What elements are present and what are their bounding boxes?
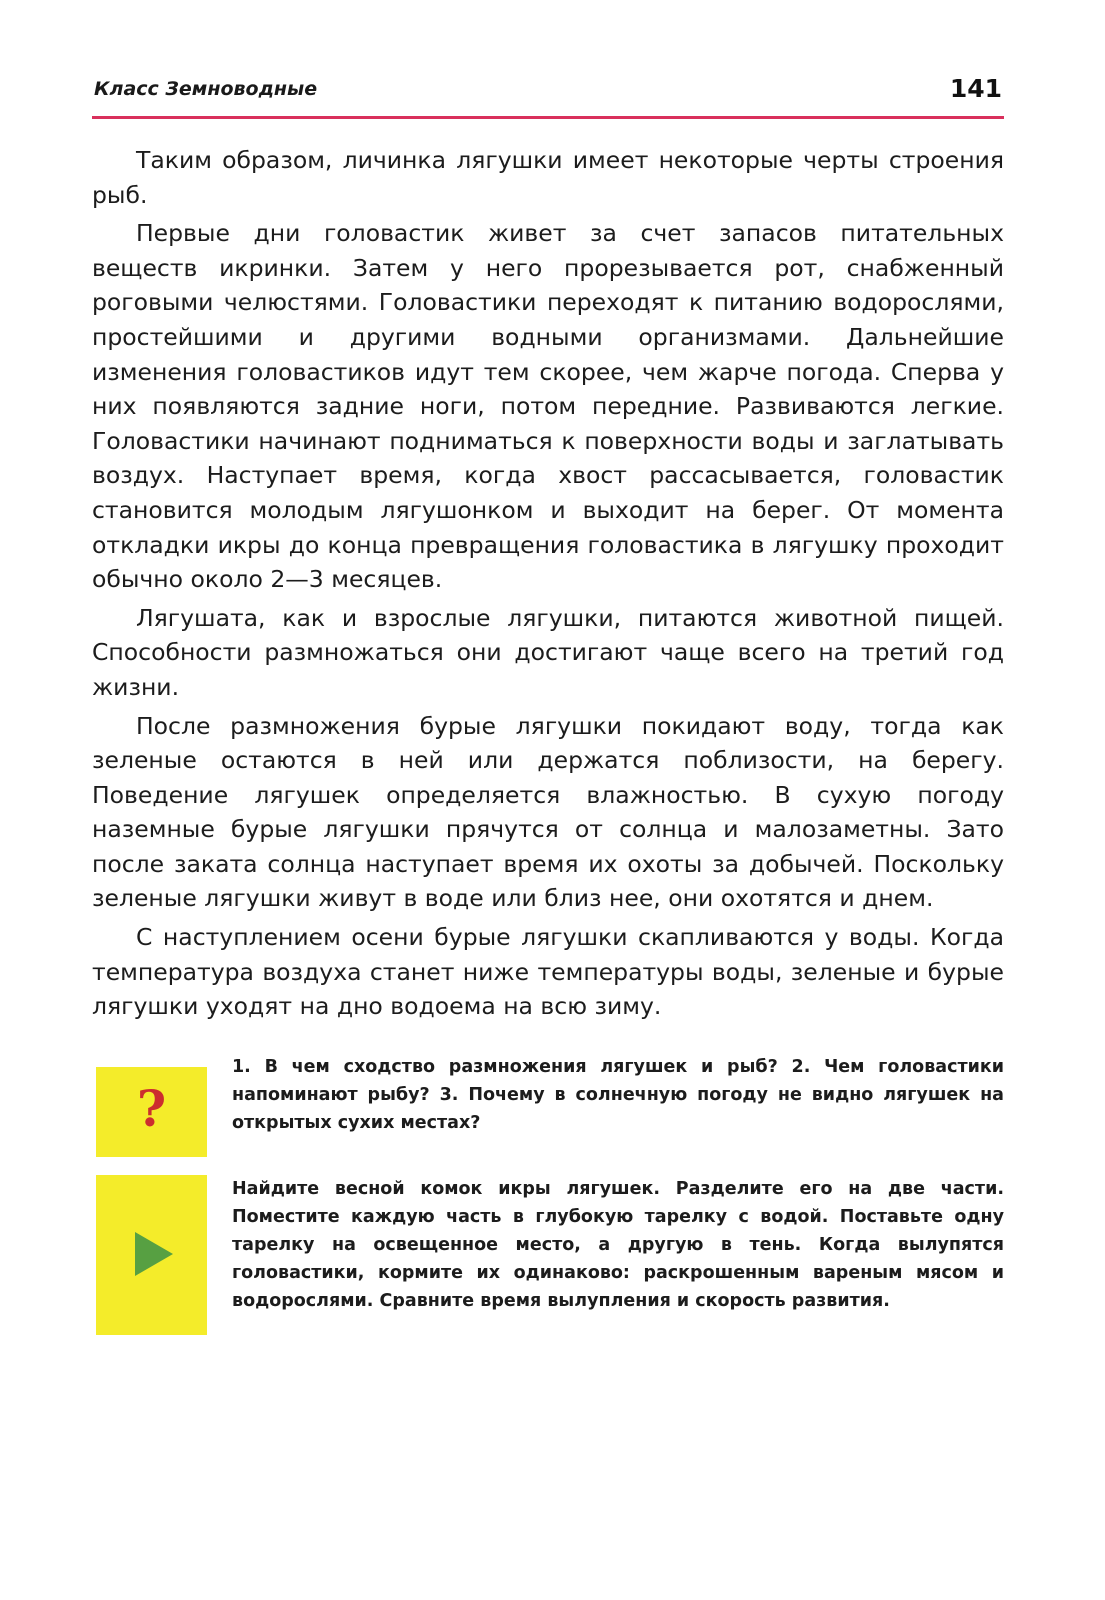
- paragraph: Лягушата, как и взрослые лягушки, питаются животной пищей. Способности размножаться они достигают чаще всего на третий год жизни.: [92, 603, 1004, 701]
- section-title: Класс Земноводные: [94, 78, 318, 100]
- paragraph: Первые дни головастик живет за счет запасов питательных веществ икринки. Затем у него прорезывается рот, снабженный роговыми челюстями. Головастики переходят к питанию водорослями, простейшими и другими водными организмами. Дальнейшие изменения головастиков идут тем скорее, чем жарче погода. Сперва у них появляются задние ноги, потом передние. Развиваются легкие. Головастики начинают подниматься к поверхности воды и заглатывать воздух. Наступает время, когда хвост рассасывается, головастик становится молодым лягушонком и выходит на берег. От момента откладки икры до конца превращения головастика в лягушку проходит обычно около 2—3 месяцев.: [92, 219, 1004, 594]
- activity-text: Найдите весной комок икры лягушек. Разделите его на две части. Поместите каждую часть в глубокую тарелку с водой. Поставьте одну тарелку на освещенное место, а другую в тень. Когда вылупятся головастики, кормите их одинаково: раскрошенным вареным мясом и водорослями. Сравните время вылупления и скорость развития.: [232, 1179, 1004, 1311]
- question-icon-box: [96, 1067, 207, 1157]
- paragraph: Таким образом, личинка лягушки имеет некоторые черты строения рыб.: [92, 146, 1004, 209]
- paragraph: После размножения бурые лягушки покидают воду, тогда как зеленые остаются в ней или держатся поблизости, на берегу. Поведение лягушек определяется влажностью. В сухую погоду наземные бурые лягушки прячутся от солнца и малозаметны. Зато после заката солнца наступает время их охоты за добычей. Поскольку зеленые лягушки живут в воде или близ нее, они охотятся и днем.: [92, 711, 1004, 913]
- page-number: 141: [949, 74, 1002, 103]
- questions-text: 1. В чем сходство размножения лягушек и рыб? 2. Чем головастики напоминают рыбу? 3. Почему в солнечную погоду не видно лягушек на открытых сухих местах?: [232, 1057, 1004, 1133]
- question-mark-icon: ?: [136, 1079, 167, 1138]
- activity-icon-box: [96, 1175, 207, 1335]
- play-triangle-icon: [135, 1232, 173, 1276]
- page-header: [92, 72, 1004, 119]
- paragraph: С наступлением осени бурые лягушки скапливаются у воды. Когда температура воздуха станет ниже температуры воды, зеленые и бурые лягушки уходят на дно водоема на всю зиму.: [92, 923, 1004, 1021]
- main-text: [92, 143, 1004, 1028]
